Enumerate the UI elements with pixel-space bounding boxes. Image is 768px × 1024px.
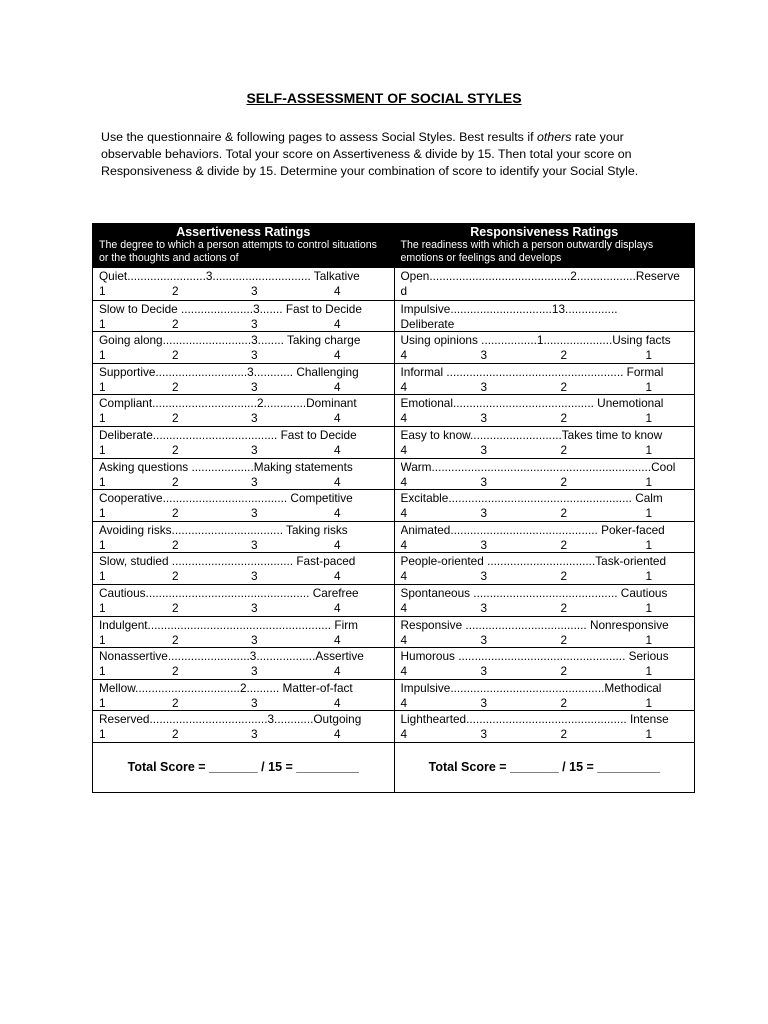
rating-scale-value[interactable]: 4: [334, 474, 341, 489]
rating-scale-value[interactable]: 4: [334, 348, 341, 363]
rating-scale-value[interactable]: 1: [645, 664, 653, 679]
rating-scale-value[interactable]: 3: [480, 569, 488, 584]
rating-scale-value[interactable]: 1: [99, 632, 106, 647]
rating-scale: [99, 569, 391, 584]
assertiveness-column: [93, 224, 394, 792]
rating-scale-value[interactable]: 4: [334, 442, 341, 457]
instructions-paragraph: [101, 129, 661, 180]
responsiveness-rows: [395, 268, 695, 742]
rating-scale-value[interactable]: 2: [172, 600, 179, 615]
rating-scale-value[interactable]: 1: [645, 600, 653, 615]
instructions-text-end: rate your observable behaviors. Total your score on Assertiveness & divide by 15. Then total your score on Responsiveness & divide by 15. Determine your combination of score to identify your Social Style.: [101, 130, 639, 178]
rating-scale: [401, 696, 692, 711]
rating-row-label: Impulsive...............................................Methodical: [400, 680, 662, 695]
rating-scale-value[interactable]: 1: [99, 727, 106, 742]
rating-scale-value[interactable]: 1: [645, 569, 653, 584]
assertiveness-header: [93, 224, 394, 268]
rating-scale-value[interactable]: 2: [560, 411, 568, 426]
rating-scale-value[interactable]: 1: [99, 411, 106, 426]
rating-scale-value[interactable]: 4: [334, 632, 341, 647]
assertiveness-total-score: Total Score = _______ / 15 = _________: [93, 742, 394, 792]
rating-scale-value[interactable]: 3: [251, 695, 258, 710]
rating-scale-value[interactable]: 4: [334, 695, 341, 710]
rating-scale-value[interactable]: 4: [400, 664, 408, 679]
rating-row-label: Asking questions ...................Making statements: [99, 459, 353, 474]
rating-row: [395, 584, 695, 616]
rating-scale-value[interactable]: 1: [99, 348, 106, 363]
rating-scale-value[interactable]: 3: [480, 348, 488, 363]
rating-scale-value[interactable]: 2: [560, 506, 568, 521]
rating-scale-value[interactable]: 3: [251, 316, 258, 331]
rating-scale-value[interactable]: 1: [99, 569, 106, 584]
rating-row-label-wrap: d: [400, 284, 408, 298]
rating-scale-value[interactable]: 3: [480, 727, 488, 742]
rating-scale-value[interactable]: 1: [645, 506, 653, 521]
rating-scale-value[interactable]: 2: [560, 348, 568, 363]
rating-row-label: Reserved....................................3............Outgoing: [99, 712, 362, 727]
rating-row: [93, 394, 394, 426]
rating-scale-value[interactable]: 3: [480, 506, 488, 521]
rating-row-label: Avoiding risks.................................. Taking risks: [99, 522, 348, 537]
rating-scale: [99, 727, 391, 742]
rating-row-label: People-oriented .................................Task-oriented: [400, 554, 667, 569]
rating-scale-value[interactable]: 1: [99, 664, 106, 679]
responsiveness-total-score: Total Score = _______ / 15 = _________: [395, 742, 695, 792]
rating-scale: [401, 664, 692, 679]
rating-scale-value[interactable]: 3: [480, 379, 488, 394]
rating-scale: [99, 664, 391, 679]
rating-row: [395, 710, 695, 742]
rating-scale-value[interactable]: 2: [560, 569, 568, 584]
rating-scale-value[interactable]: 3: [251, 537, 258, 552]
rating-row: [93, 458, 394, 490]
rating-scale-value[interactable]: 3: [251, 506, 258, 521]
rating-scale: [401, 538, 692, 553]
rating-row: [395, 552, 695, 584]
rating-row: [93, 584, 394, 616]
rating-scale-value[interactable]: 1: [645, 695, 653, 710]
rating-scale-value[interactable]: 2: [560, 664, 568, 679]
rating-row: [395, 679, 695, 711]
rating-scale: [401, 727, 692, 742]
rating-scale-value[interactable]: 1: [645, 411, 653, 426]
rating-row: [93, 426, 394, 458]
instructions-text-start: Use the questionnaire & following pages to assess Social Styles. Best results if: [101, 130, 537, 144]
rating-scale-value[interactable]: 4: [400, 695, 408, 710]
rating-scale-value[interactable]: 2: [172, 348, 179, 363]
rating-scale-value[interactable]: 3: [251, 348, 258, 363]
rating-row-label: Emotional........................................... Unemotional: [400, 396, 664, 411]
rating-scale-value[interactable]: 1: [645, 379, 653, 394]
rating-scale-value[interactable]: 3: [251, 284, 258, 298]
rating-scale-value[interactable]: 2: [172, 727, 179, 742]
rating-scale-value[interactable]: 3: [251, 664, 258, 679]
rating-scale-value[interactable]: 4: [334, 600, 341, 615]
rating-row: [395, 268, 695, 300]
rating-scale-value[interactable]: 4: [400, 569, 408, 584]
rating-row-label: Using opinions .................1.....................Using facts: [400, 333, 671, 348]
rating-row: [395, 331, 695, 363]
rating-scale-value[interactable]: 2: [560, 632, 568, 647]
rating-row-label: Easy to know............................Takes time to know: [400, 427, 663, 442]
rating-row-label-wrap: Deliberate: [400, 316, 455, 331]
rating-scale-value[interactable]: 2: [172, 569, 179, 584]
rating-row-label: Cooperative...................................... Competitive: [99, 491, 353, 506]
rating-scale-value[interactable]: 1: [99, 474, 106, 489]
rating-scale-value[interactable]: 3: [480, 442, 488, 457]
rating-scale: [401, 506, 692, 521]
rating-scale-value[interactable]: 3: [480, 411, 488, 426]
rating-scale-value[interactable]: 2: [172, 411, 179, 426]
rating-scale-value[interactable]: 3: [251, 474, 258, 489]
rating-row-label: Animated............................................. Poker-faced: [400, 522, 665, 537]
rating-scale-value[interactable]: 3: [251, 569, 258, 584]
rating-row: [93, 331, 394, 363]
rating-scale-value[interactable]: 3: [251, 632, 258, 647]
rating-scale-value[interactable]: 2: [560, 379, 568, 394]
rating-row: [395, 300, 695, 332]
rating-scale-value[interactable]: 2: [172, 506, 179, 521]
rating-scale: [99, 443, 391, 458]
rating-scale-value[interactable]: 1: [99, 537, 106, 552]
rating-scale: [99, 601, 391, 616]
rating-row-label: Indulgent........................................................ Firm: [99, 617, 358, 632]
rating-row-label: Mellow................................2.......... Matter-of-fact: [99, 680, 353, 695]
rating-row-label: Spontaneous ............................................ Cautious: [400, 585, 668, 600]
rating-scale: [401, 633, 692, 648]
rating-scale-value[interactable]: 4: [334, 537, 341, 552]
rating-row-label: Informal ...................................................... Formal: [400, 364, 664, 379]
rating-row: [93, 363, 394, 395]
rating-row-label: Slow, studied ..................................... Fast-paced: [99, 554, 356, 569]
rating-row-label: Going along...........................3........ Taking charge: [99, 333, 361, 348]
rating-scale: [99, 411, 391, 426]
rating-row: [93, 710, 394, 742]
rating-row-label: Humorous ................................................... Serious: [400, 649, 669, 664]
rating-row: [93, 647, 394, 679]
rating-scale-value[interactable]: 3: [251, 442, 258, 457]
rating-row-label: Responsive ..................................... Nonresponsive: [400, 617, 669, 632]
rating-scale-value[interactable]: 1: [645, 442, 653, 457]
rating-row: [93, 489, 394, 521]
rating-row-label: Excitable........................................................ Calm: [400, 491, 663, 506]
assertiveness-title: Assertiveness Ratings: [176, 225, 311, 239]
rating-scale-value[interactable]: 1: [99, 506, 106, 521]
rating-scale-value[interactable]: 3: [251, 411, 258, 426]
rating-row: [395, 458, 695, 490]
rating-scale-value[interactable]: 2: [172, 316, 179, 331]
rating-row-label: Lighthearted................................................. Intense: [400, 712, 669, 727]
rating-scale-value[interactable]: 1: [645, 348, 653, 363]
rating-scale-value[interactable]: 3: [480, 695, 488, 710]
rating-row-label: Impulsive...............................13................: [400, 301, 618, 316]
rating-scale-value[interactable]: 2: [172, 474, 179, 489]
rating-scale-value[interactable]: 3: [480, 600, 488, 615]
rating-scale-value[interactable]: 4: [334, 664, 341, 679]
rating-row: [395, 489, 695, 521]
rating-row: [395, 394, 695, 426]
rating-scale: [99, 696, 391, 711]
rating-scale-value[interactable]: 4: [334, 569, 341, 584]
rating-scale-value[interactable]: 2: [560, 695, 568, 710]
rating-scale-value[interactable]: 2: [172, 537, 179, 552]
rating-scale-value[interactable]: 4: [334, 284, 341, 298]
rating-row: [93, 300, 394, 332]
rating-scale: [401, 601, 692, 616]
rating-scale-value[interactable]: 4: [400, 727, 408, 742]
rating-row-label: Nonassertive.........................3..................Assertive: [99, 649, 364, 664]
rating-scale: [401, 348, 692, 363]
rating-scale: [401, 443, 692, 458]
rating-scale: [99, 317, 391, 332]
responsiveness-header: [395, 224, 695, 268]
rating-scale-value[interactable]: 2: [172, 284, 179, 298]
responsiveness-column: [394, 224, 695, 792]
rating-scale-value[interactable]: 4: [400, 474, 408, 489]
rating-scale-value[interactable]: 2: [172, 442, 179, 457]
rating-scale-value[interactable]: 4: [334, 316, 341, 331]
rating-scale: [99, 538, 391, 553]
rating-scale-value[interactable]: 1: [645, 727, 653, 742]
rating-scale-value[interactable]: 4: [400, 348, 408, 363]
rating-scale-value[interactable]: 1: [99, 695, 106, 710]
rating-scale-value[interactable]: 1: [99, 316, 106, 331]
rating-row-label: Warm...................................................................Cool: [400, 459, 676, 474]
page-title: SELF-ASSESSMENT OF SOCIAL STYLES: [246, 90, 522, 106]
rating-scale-value[interactable]: 4: [400, 442, 408, 457]
ratings-table: [92, 223, 695, 793]
rating-scale-value[interactable]: 2: [560, 442, 568, 457]
rating-row-label: Quiet........................3.............................. Talkative: [99, 269, 360, 283]
rating-scale: [401, 380, 692, 395]
rating-scale-value[interactable]: 2: [560, 474, 568, 489]
rating-row-label: Cautious.................................................. Carefree: [99, 585, 359, 600]
rating-scale-value[interactable]: 4: [334, 411, 341, 426]
rating-row: [395, 363, 695, 395]
rating-row-label: Open...........................................2..................Reserve: [400, 269, 680, 283]
rating-scale-value[interactable]: 1: [99, 442, 106, 457]
rating-scale-value[interactable]: 1: [99, 284, 106, 298]
rating-scale-value[interactable]: 2: [560, 600, 568, 615]
rating-scale-value[interactable]: 1: [99, 600, 106, 615]
rating-scale: [99, 380, 391, 395]
rating-scale-value[interactable]: 2: [560, 727, 568, 742]
rating-row: [93, 552, 394, 584]
assertiveness-description: The degree to which a person attempts to control situations or the thoughts and actions of: [99, 239, 377, 264]
responsiveness-title: Responsiveness Ratings: [470, 225, 619, 239]
rating-scale-value[interactable]: 4: [400, 411, 408, 426]
rating-row: [93, 616, 394, 648]
rating-scale-value[interactable]: 3: [251, 379, 258, 394]
rating-scale-value[interactable]: 4: [334, 506, 341, 521]
rating-row: [395, 521, 695, 553]
rating-scale: [401, 569, 692, 584]
rating-scale: [99, 284, 391, 299]
assertiveness-rows: [93, 268, 394, 742]
rating-scale-value[interactable]: 4: [334, 727, 341, 742]
rating-scale-value[interactable]: 1: [645, 474, 653, 489]
rating-row-label: Supportive............................3............ Challenging: [99, 364, 359, 379]
responsiveness-description: The readiness with which a person outwardly displays emotions or feelings and develops: [400, 239, 654, 264]
rating-scale-value[interactable]: 3: [480, 537, 488, 552]
rating-row: [93, 521, 394, 553]
rating-scale-value[interactable]: 2: [172, 695, 179, 710]
rating-scale-value[interactable]: 4: [400, 379, 408, 394]
rating-scale: [401, 475, 692, 490]
rating-scale-value[interactable]: 3: [480, 632, 488, 647]
rating-scale-value[interactable]: 1: [645, 632, 653, 647]
rating-row-label: Deliberate...................................... Fast to Decide: [99, 427, 357, 442]
rating-scale-value[interactable]: 2: [172, 379, 179, 394]
rating-scale: [401, 411, 692, 426]
rating-scale-value[interactable]: 3: [480, 474, 488, 489]
rating-scale-value[interactable]: 2: [172, 632, 179, 647]
rating-scale-value[interactable]: 3: [251, 600, 258, 615]
rating-row-label: Compliant................................2.............Dominant: [99, 396, 357, 411]
rating-scale-value[interactable]: 3: [480, 664, 488, 679]
rating-scale-value[interactable]: 2: [172, 664, 179, 679]
rating-scale-value[interactable]: 4: [400, 600, 408, 615]
rating-scale-value[interactable]: 1: [645, 537, 653, 552]
rating-row: [395, 647, 695, 679]
rating-row: [395, 616, 695, 648]
rating-scale: [99, 506, 391, 521]
rating-scale-value[interactable]: 4: [400, 506, 408, 521]
rating-row: [395, 426, 695, 458]
rating-scale: [99, 633, 391, 648]
rating-row: [93, 679, 394, 711]
rating-scale-value[interactable]: 1: [99, 379, 106, 394]
rating-scale-value[interactable]: 4: [400, 537, 408, 552]
rating-row: [93, 268, 394, 300]
rating-row-label: Slow to Decide ......................3....... Fast to Decide: [99, 301, 362, 316]
instructions-emphasis: others: [536, 130, 572, 144]
rating-scale: [99, 348, 391, 363]
rating-scale-value[interactable]: 4: [334, 379, 341, 394]
rating-scale-value[interactable]: 4: [400, 632, 408, 647]
rating-scale-value[interactable]: 3: [251, 727, 258, 742]
rating-scale: [99, 475, 391, 490]
rating-scale-value[interactable]: 2: [560, 537, 568, 552]
